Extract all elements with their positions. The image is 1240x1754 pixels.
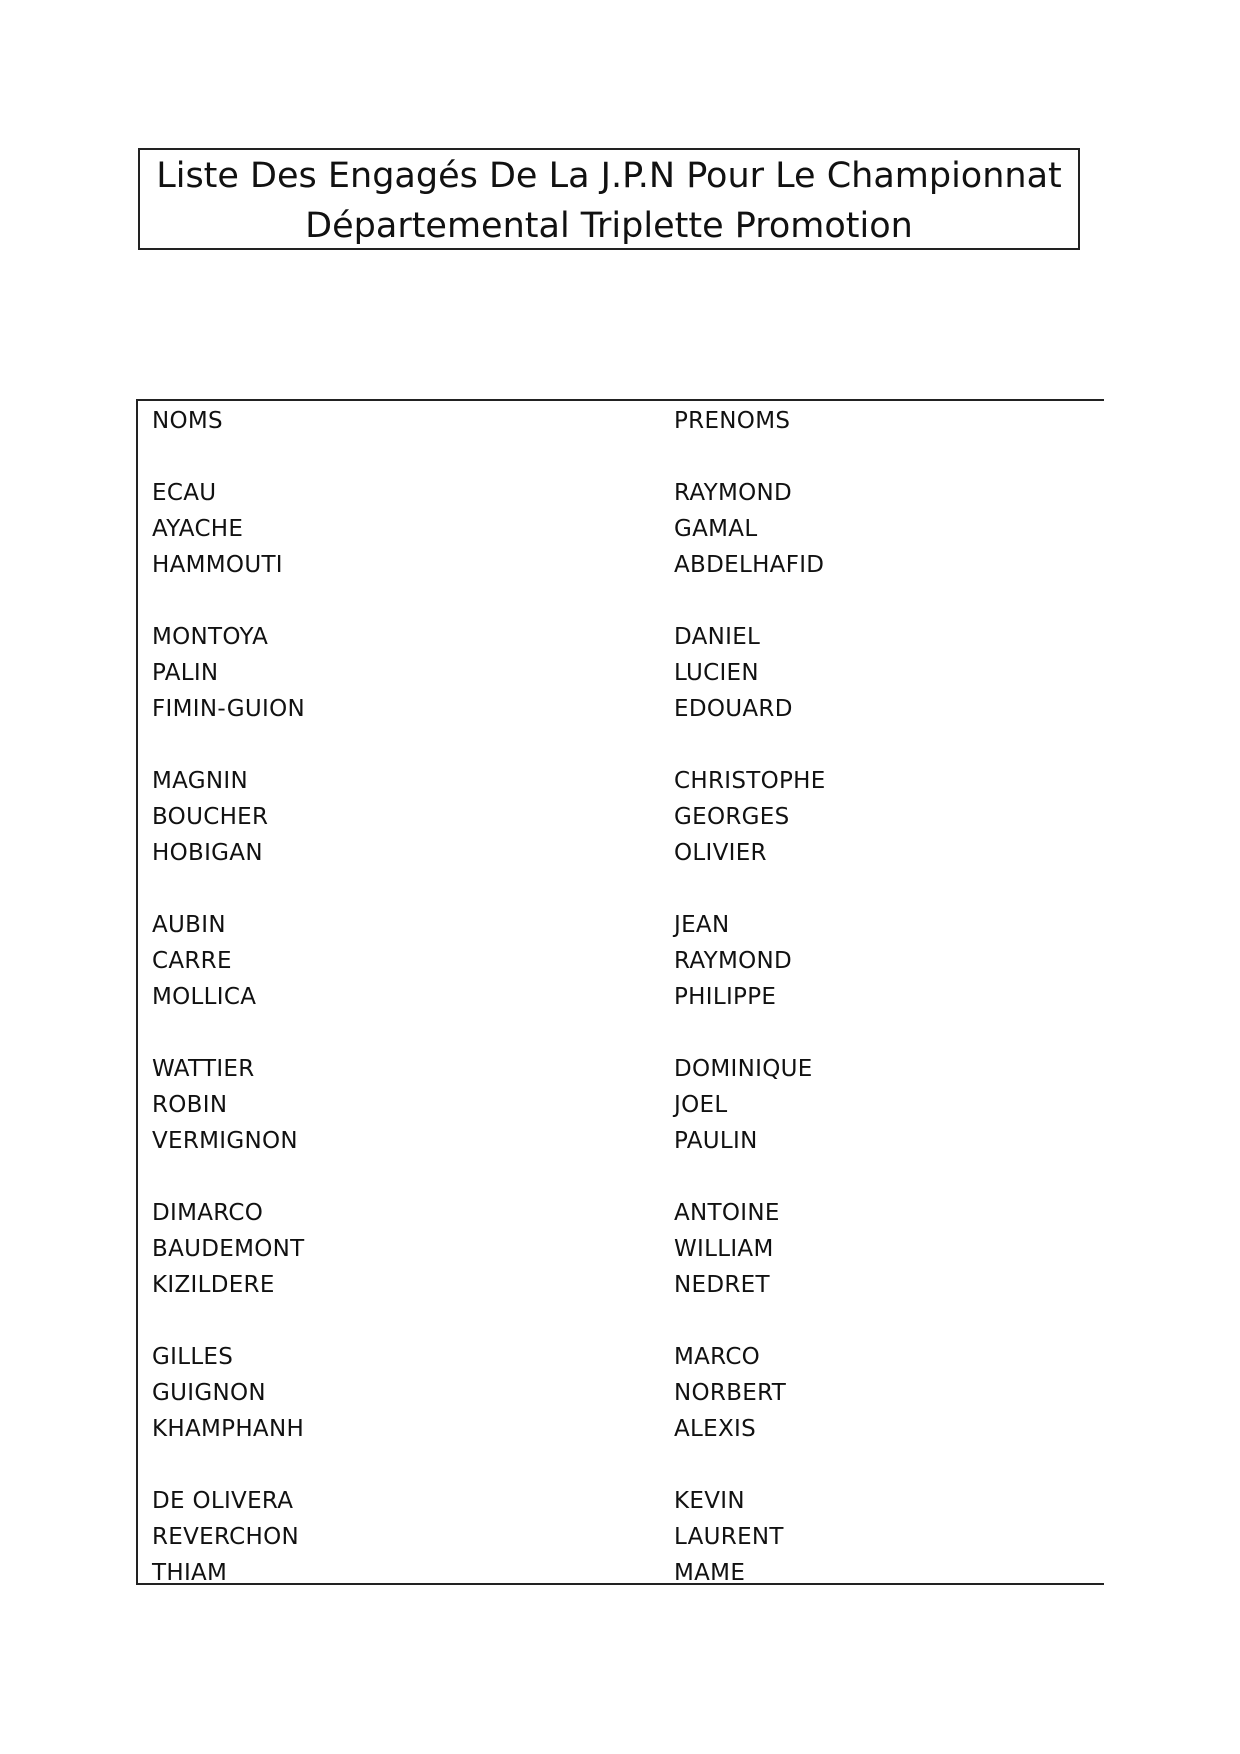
entry-prenom: OLIVIER [674, 840, 767, 866]
title-line-1: Liste Des Engagés De La J.P.N Pour Le Championnat [156, 156, 1062, 196]
entry-prenom: RAYMOND [674, 480, 793, 506]
entry-nom: BOUCHER [152, 804, 269, 830]
entry-prenom: LUCIEN [674, 660, 759, 686]
participants-list [136, 399, 1104, 1585]
entry-nom: MAGNIN [152, 768, 248, 794]
entry-nom: GILLES [152, 1344, 234, 1370]
entry-prenom: EDOUARD [674, 696, 793, 722]
entry-nom: ECAU [152, 480, 217, 506]
entry-nom: DE OLIVERA [152, 1488, 294, 1514]
entry-nom: THIAM [152, 1560, 228, 1586]
entry-prenom: PHILIPPE [674, 984, 777, 1010]
entry-nom: VERMIGNON [152, 1128, 298, 1154]
entry-nom: KIZILDERE [152, 1272, 275, 1298]
entry-nom: HAMMOUTI [152, 552, 283, 578]
entry-prenom: GAMAL [674, 516, 758, 542]
entry-prenom: JOEL [674, 1092, 728, 1118]
entry-nom: AUBIN [152, 912, 226, 938]
entry-nom: DIMARCO [152, 1200, 264, 1226]
entry-nom: FIMIN-GUION [152, 696, 306, 722]
entry-nom: WATTIER [152, 1056, 255, 1082]
entry-nom: KHAMPHANH [152, 1416, 305, 1442]
entry-nom: MOLLICA [152, 984, 257, 1010]
entry-prenom: JEAN [674, 912, 730, 938]
entry-prenom: ALEXIS [674, 1416, 757, 1442]
entry-prenom: RAYMOND [674, 948, 793, 974]
entry-prenom: ANTOINE [674, 1200, 780, 1226]
entry-prenom: MAME [674, 1560, 746, 1586]
entry-nom: GUIGNON [152, 1380, 266, 1406]
title-box [138, 148, 1080, 250]
entry-prenom: CHRISTOPHE [674, 768, 826, 794]
entry-nom: PALIN [152, 660, 219, 686]
entry-prenom: DANIEL [674, 624, 761, 650]
header-prenoms: PRENOMS [674, 408, 791, 434]
entry-nom: HOBIGAN [152, 840, 263, 866]
entry-prenom: LAURENT [674, 1524, 784, 1550]
entry-prenom: MARCO [674, 1344, 761, 1370]
entry-prenom: NORBERT [674, 1380, 787, 1406]
entry-prenom: DOMINIQUE [674, 1056, 813, 1082]
title-line-2: Départemental Triplette Promotion [305, 206, 913, 246]
entry-prenom: ABDELHAFID [674, 552, 825, 578]
entry-prenom: PAULIN [674, 1128, 758, 1154]
entry-prenom: WILLIAM [674, 1236, 774, 1262]
entry-prenom: NEDRET [674, 1272, 770, 1298]
entry-prenom: KEVIN [674, 1488, 745, 1514]
entry-prenom: GEORGES [674, 804, 790, 830]
entry-nom: CARRE [152, 948, 232, 974]
entry-nom: MONTOYA [152, 624, 269, 650]
entry-nom: REVERCHON [152, 1524, 299, 1550]
entry-nom: ROBIN [152, 1092, 228, 1118]
header-noms: NOMS [152, 408, 223, 434]
entry-nom: AYACHE [152, 516, 244, 542]
entry-nom: BAUDEMONT [152, 1236, 305, 1262]
